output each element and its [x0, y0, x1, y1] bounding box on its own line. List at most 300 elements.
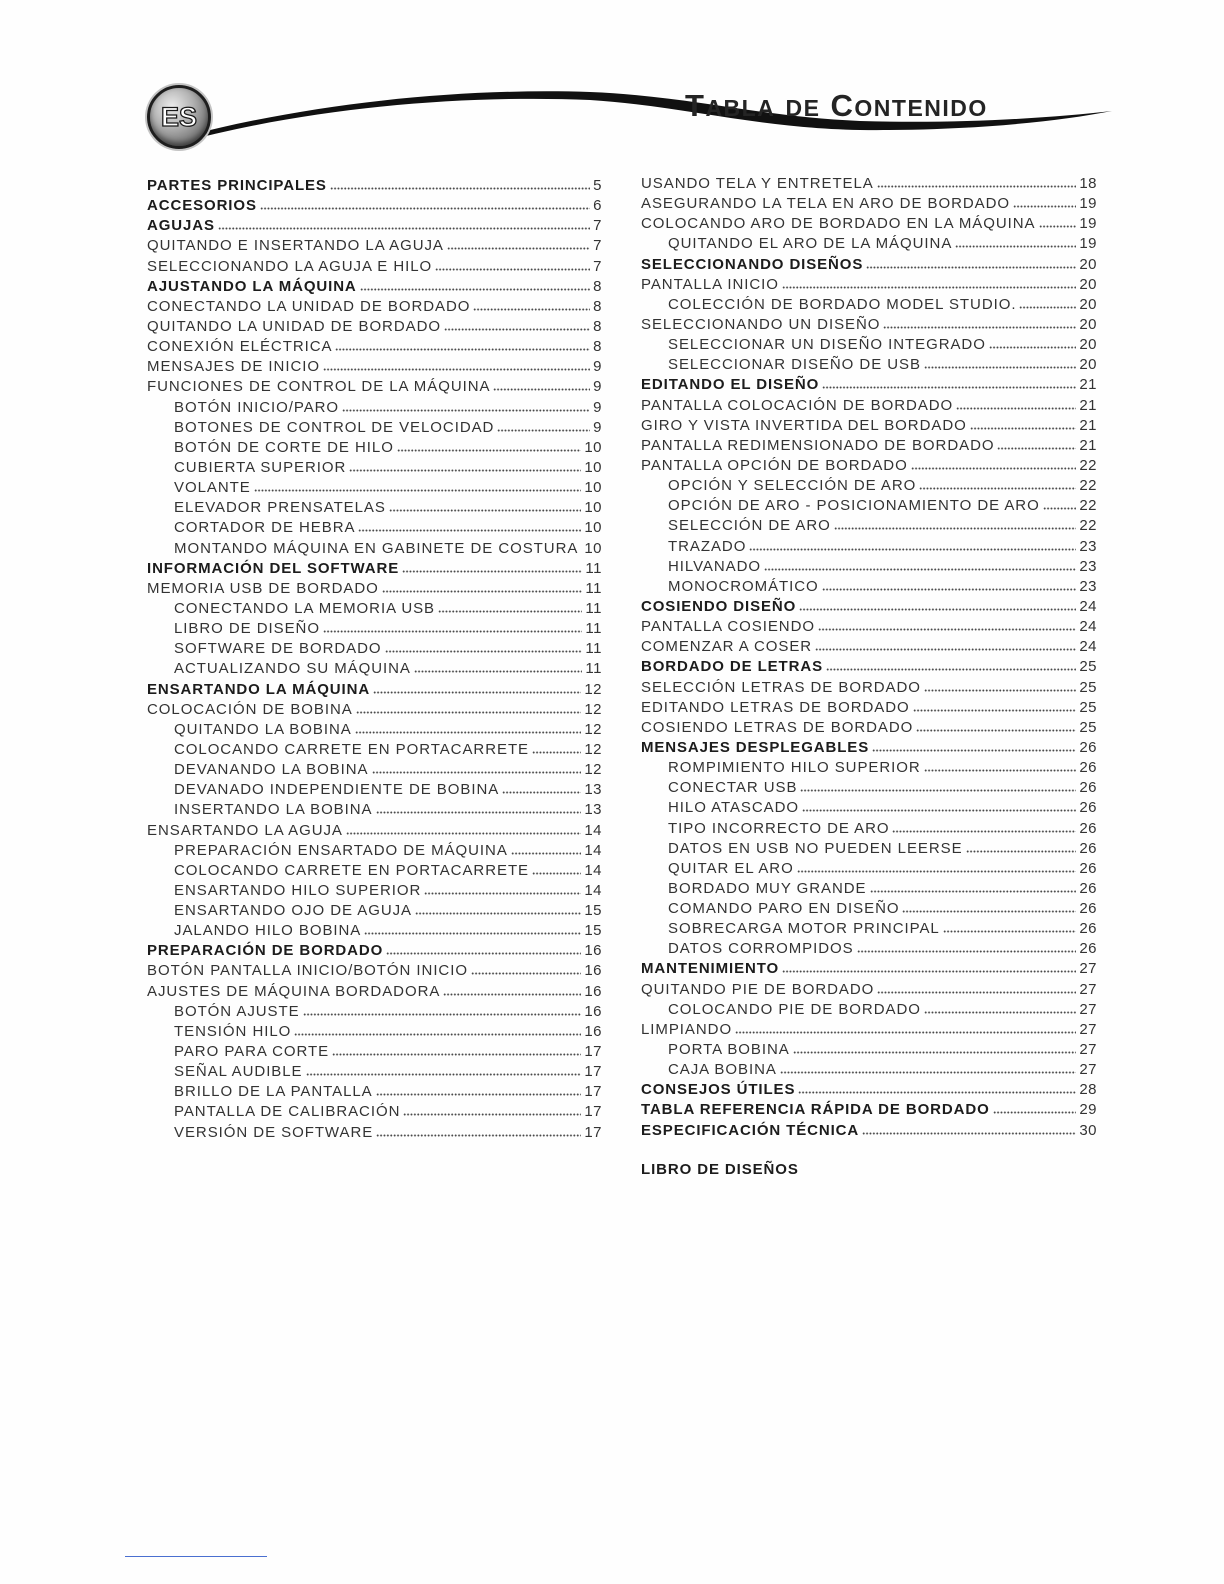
language-code: ES	[160, 102, 198, 132]
dot-leader	[424, 892, 581, 895]
toc-subentry	[641, 798, 1097, 818]
toc-entry-page: 8	[593, 277, 602, 295]
dot-leader	[376, 811, 582, 814]
toc-entry	[147, 982, 602, 1002]
dot-leader	[493, 388, 590, 391]
toc-entry	[641, 1020, 1097, 1040]
toc-subentry	[641, 839, 1097, 859]
toc-entry-title: AGUJAS	[147, 217, 215, 235]
toc-entry-page: 8	[593, 338, 602, 356]
dot-leader	[802, 809, 1076, 812]
toc-entry-page: 26	[1079, 859, 1097, 877]
dot-leader	[254, 489, 582, 492]
toc-entry	[641, 980, 1097, 1000]
dot-leader	[924, 1011, 1076, 1014]
toc-subentry	[147, 740, 602, 760]
dot-leader	[502, 791, 581, 794]
toc-subentry	[641, 778, 1097, 798]
toc-entry	[641, 315, 1097, 335]
toc-subentry	[147, 1082, 602, 1102]
toc-subentry	[147, 901, 602, 921]
toc-entry-title: PANTALLA DE CALIBRACIÓN	[174, 1103, 401, 1121]
toc-section-entry	[641, 255, 1097, 275]
toc-section-entry	[641, 959, 1097, 979]
toc-entry-page: 10	[584, 479, 602, 497]
toc-entry	[147, 257, 602, 277]
dot-leader	[403, 1113, 581, 1116]
toc-subentry	[641, 557, 1097, 577]
dot-leader	[386, 952, 581, 955]
toc-entry-page: 27	[1079, 1020, 1097, 1038]
toc-subentry	[147, 921, 602, 941]
dot-leader	[862, 1132, 1076, 1135]
toc-subentry	[147, 861, 602, 881]
dot-leader	[306, 1073, 582, 1076]
dot-leader	[389, 509, 581, 512]
dot-leader	[376, 1093, 582, 1096]
toc-entry-page: 19	[1079, 235, 1097, 253]
toc-entry-title: ENSARTANDO OJO DE AGUJA	[174, 902, 413, 920]
toc-entry-title: TIPO INCORRECTO DE ARO	[668, 819, 890, 837]
toc-entry-page: 20	[1079, 315, 1097, 333]
toc-entry-title: QUITANDO LA BOBINA	[174, 720, 352, 738]
toc-entry-title: ACTUALIZANDO SU MÁQUINA	[174, 660, 411, 678]
title-rest: DE	[785, 95, 821, 121]
toc-entry-title: COLOCANDO CARRETE EN PORTACARRETE	[174, 740, 530, 758]
dot-leader	[435, 268, 590, 271]
toc-entry-page: 12	[584, 700, 602, 718]
toc-subentry	[147, 539, 602, 559]
toc-entry-page: 27	[1079, 960, 1097, 978]
toc-subentry	[147, 438, 602, 458]
toc-subentry	[147, 1123, 602, 1143]
toc-subentry	[641, 758, 1097, 778]
toc-entry-title: ENSARTANDO HILO SUPERIOR	[174, 881, 422, 899]
toc-entry-page: 23	[1079, 557, 1097, 575]
toc-entry-page: 26	[1079, 779, 1097, 797]
toc-column-left	[147, 176, 602, 1143]
toc-entry-page: 23	[1079, 537, 1097, 555]
toc-entry-page: 21	[1079, 416, 1097, 434]
toc-subentry	[641, 295, 1097, 315]
toc-entry-page: 22	[1079, 517, 1097, 535]
toc-entry-title: COMENZAR A COSER	[641, 638, 813, 656]
toc-subentry	[641, 234, 1097, 254]
dot-leader	[966, 850, 1077, 853]
dot-leader	[857, 950, 1077, 953]
toc-entry-page: 12	[584, 680, 602, 698]
toc-entry-title: BOTÓN PANTALLA INICIO/BOTÓN INICIO	[147, 962, 468, 980]
toc-entry-page: 14	[584, 841, 602, 859]
toc-entry-page: 9	[593, 398, 602, 416]
dot-leader	[924, 769, 1077, 772]
toc-subentry	[641, 355, 1097, 375]
dot-leader	[376, 1134, 581, 1137]
dot-leader	[913, 709, 1077, 712]
dot-leader	[822, 386, 1076, 389]
dot-leader	[870, 890, 1077, 893]
dot-leader	[911, 467, 1077, 470]
toc-entry-title: CONECTAR USB	[668, 779, 798, 797]
toc-entry-page: 21	[1079, 396, 1097, 414]
toc-entry-page: 6	[593, 197, 602, 215]
toc-entry-title: PANTALLA COLOCACIÓN DE BORDADO	[641, 396, 954, 414]
dot-leader	[815, 648, 1076, 651]
dot-leader	[372, 771, 582, 774]
dot-leader	[373, 691, 581, 694]
toc-subentry	[147, 1102, 602, 1122]
toc-subentry	[641, 1000, 1097, 1020]
toc-entry-title: MONTANDO MÁQUINA EN GABINETE DE COSTURA	[174, 539, 579, 557]
toc-entry-page: 22	[1079, 477, 1097, 495]
toc-entry-page: 8	[593, 297, 602, 315]
toc-entry-title: SELECCIONAR DISEÑO DE USB	[668, 356, 921, 374]
dot-leader	[397, 449, 581, 452]
toc-entry-page: 27	[1079, 1000, 1097, 1018]
toc-entry-page: 11	[585, 660, 602, 678]
dot-leader	[497, 429, 590, 432]
toc-entry-title: MEMORIA USB DE BORDADO	[147, 579, 379, 597]
toc-entry-page: 26	[1079, 940, 1097, 958]
toc-subentry	[147, 760, 602, 780]
dot-leader	[356, 711, 582, 714]
toc-subentry	[147, 881, 602, 901]
toc-entry	[641, 718, 1097, 738]
toc-entry-page: 22	[1079, 497, 1097, 515]
title-rest: ABLA	[705, 95, 776, 121]
dot-leader	[764, 568, 1076, 571]
toc-entry-title: AJUSTES DE MÁQUINA BORDADORA	[147, 982, 441, 1000]
toc-entry-page: 7	[593, 257, 602, 275]
toc-entry-page: 15	[584, 922, 602, 940]
toc-entry-title: PARTES PRINCIPALES	[147, 177, 327, 194]
toc-entry-title: ESPECIFICACIÓN TÉCNICA	[641, 1121, 860, 1139]
toc-subentry	[147, 498, 602, 518]
toc-entry-title: BOTÓN AJUSTE	[174, 1002, 300, 1020]
toc-entry-title: DEVANADO INDEPENDIENTE DE BOBINA	[174, 781, 500, 799]
toc-entry	[147, 317, 602, 337]
toc-entry-title: BOTÓN INICIO/PARO	[174, 398, 340, 416]
toc-entry-title: SOFTWARE DE BORDADO	[174, 640, 382, 658]
toc-entry-page: 18	[1079, 175, 1097, 192]
dot-leader	[943, 930, 1077, 933]
dot-leader	[323, 630, 582, 633]
toc-entry-page: 17	[584, 1043, 602, 1061]
toc-entry-title: USANDO TELA Y ENTRETELA	[641, 175, 874, 192]
toc-entry-title: MENSAJES DESPLEGABLES	[641, 738, 870, 756]
toc-entry-page: 20	[1079, 356, 1097, 374]
dot-leader	[955, 245, 1076, 248]
toc-entry-page: 11	[585, 640, 602, 658]
toc-entry-title: TRAZADO	[668, 537, 747, 555]
toc-subentry	[147, 1042, 602, 1062]
toc-entry-title: AJUSTANDO LA MÁQUINA	[147, 277, 357, 295]
toc-entry-title: QUITANDO PIE DE BORDADO	[641, 980, 875, 998]
toc-subentry	[147, 599, 602, 619]
dot-leader	[360, 288, 590, 291]
toc-entry	[641, 436, 1097, 456]
toc-section-entry	[641, 738, 1097, 758]
dot-leader	[956, 407, 1076, 410]
link-underline	[125, 1556, 267, 1557]
toc-entry-page: 21	[1079, 376, 1097, 394]
toc-entry-page: 7	[593, 217, 602, 235]
toc-entry-page: 9	[593, 418, 602, 436]
toc-entry-page: 24	[1079, 597, 1097, 615]
dot-leader	[358, 529, 581, 532]
toc-entry-page: 11	[585, 620, 602, 638]
dot-leader	[735, 1031, 1076, 1034]
toc-subentry	[147, 1002, 602, 1022]
toc-subentry	[641, 577, 1097, 597]
toc-entry-page: 30	[1079, 1121, 1097, 1139]
dot-leader	[797, 870, 1077, 873]
dot-leader	[473, 308, 590, 311]
toc-entry-page: 27	[1079, 1041, 1097, 1059]
toc-entry-title: LIBRO DE DISEÑO	[174, 620, 320, 638]
toc-entry-title: SELECCIONANDO UN DISEÑO	[641, 315, 881, 333]
toc-entry-title: MANTENIMIENTO	[641, 960, 780, 978]
dot-leader	[916, 729, 1076, 732]
toc-entry-page: 11	[585, 559, 602, 577]
toc-entry-title: PREPARACIÓN ENSARTADO DE MÁQUINA	[174, 841, 508, 859]
toc-entry-title: SELECCIÓN DE ARO	[668, 517, 831, 535]
toc-subentry	[147, 639, 602, 659]
toc-entry-title: QUITANDO LA UNIDAD DE BORDADO	[147, 317, 441, 335]
toc-entry-title: CUBIERTA SUPERIOR	[174, 458, 347, 476]
toc-entry-title: PANTALLA OPCIÓN DE BORDADO	[641, 456, 908, 474]
dot-leader	[866, 266, 1076, 269]
toc-entry-title: BRILLO DE LA PANTALLA	[174, 1083, 373, 1101]
title-rest: ONTENIDO	[854, 95, 988, 121]
toc-entry-page: 16	[584, 982, 602, 1000]
toc-entry	[641, 637, 1097, 657]
toc-entry-page: 25	[1079, 698, 1097, 716]
toc-entry-title: TENSIÓN HILO	[174, 1022, 292, 1040]
dot-leader	[349, 469, 581, 472]
toc-subentry	[147, 398, 602, 418]
dot-leader	[330, 187, 590, 190]
dot-leader	[826, 668, 1076, 671]
toc-entry-page: 7	[593, 237, 602, 255]
dot-leader	[346, 832, 581, 835]
toc-entry-title: PANTALLA REDIMENSIONADO DE BORDADO	[641, 436, 995, 454]
toc-subentry	[147, 800, 602, 820]
toc-entry-page: 10	[584, 458, 602, 476]
dot-leader	[877, 185, 1077, 188]
toc-entry-page: 23	[1079, 577, 1097, 595]
toc-entry-title: GIRO Y VISTA INVERTIDA DEL BORDADO	[641, 416, 967, 434]
toc-entry-title: ACCESORIOS	[147, 197, 257, 215]
toc-entry-title: TABLA REFERENCIA RÁPIDA DE BORDADO	[641, 1101, 990, 1119]
toc-section-entry	[641, 1121, 1097, 1141]
toc-entry-title: DEVANANDO LA BOBINA	[174, 761, 369, 779]
dot-leader	[532, 872, 581, 875]
toc-entry-title: COLOCANDO CARRETE EN PORTACARRETE	[174, 861, 530, 879]
toc-entry-page: 26	[1079, 900, 1097, 918]
toc-entry	[147, 579, 602, 599]
toc-entry	[147, 821, 602, 841]
toc-entry-title: COMANDO PARO EN DISEÑO	[668, 900, 900, 918]
toc-entry-title: QUITANDO EL ARO DE LA MÁQUINA	[668, 235, 953, 253]
toc-subentry	[147, 1062, 602, 1082]
toc-entry-title: ROMPIMIENTO HILO SUPERIOR	[668, 759, 921, 777]
toc-subentry	[147, 518, 602, 538]
toc-subentry	[147, 478, 602, 498]
dot-leader	[385, 650, 583, 653]
dot-leader	[364, 932, 581, 935]
dot-leader	[444, 328, 590, 331]
dot-leader	[877, 991, 1076, 994]
dot-leader	[924, 689, 1076, 692]
toc-entry-title: PORTA BOBINA	[668, 1041, 790, 1059]
toc-entry-page: 20	[1079, 336, 1097, 354]
toc-entry	[147, 337, 602, 357]
dot-leader	[872, 749, 1076, 752]
toc-entry-page: 10	[584, 499, 602, 517]
toc-subentry	[641, 819, 1097, 839]
toc-entry-title: EDITANDO LETRAS DE BORDADO	[641, 698, 910, 716]
toc-entry-page: 29	[1079, 1101, 1097, 1119]
toc-entry-title: VOLANTE	[174, 479, 251, 497]
toc-section-entry	[147, 277, 602, 297]
toc-entry-title: SOBRECARGA MOTOR PRINCIPAL	[668, 920, 940, 938]
dot-leader	[260, 207, 590, 210]
dot-leader	[342, 409, 590, 412]
toc-entry-page: 13	[584, 801, 602, 819]
toc-subentry	[147, 780, 602, 800]
toc-entry-title: PREPARACIÓN DE BORDADO	[147, 942, 384, 960]
dot-leader	[443, 993, 581, 996]
toc-entry-page: 17	[584, 1123, 602, 1141]
toc-entry-title: BORDADO MUY GRANDE	[668, 879, 867, 897]
toc-entry-title: CAJA BOBINA	[668, 1061, 777, 1079]
toc-subentry	[641, 476, 1097, 496]
toc-section-entry	[147, 196, 602, 216]
toc-section-entry	[641, 375, 1097, 395]
toc-entry-title: QUITAR EL ARO	[668, 859, 794, 877]
dot-leader	[782, 970, 1076, 973]
toc-entry-title: ASEGURANDO LA TELA EN ARO DE BORDADO	[641, 195, 1011, 213]
toc-entry-title: COLOCANDO PIE DE BORDADO	[668, 1000, 921, 1018]
toc-entry	[147, 236, 602, 256]
toc-entry-page: 10	[584, 519, 602, 537]
dot-leader	[780, 1071, 1076, 1074]
toc-entry-title: CONSEJOS ÚTILES	[641, 1081, 796, 1099]
toc-entry-design-book: LIBRO DE DISEÑOS	[641, 1161, 799, 1178]
toc-entry-title: SELECCIONANDO DISEÑOS	[641, 255, 864, 273]
toc-entry-page: 12	[584, 720, 602, 738]
title-initial: T	[685, 88, 706, 123]
toc-entry-page: 9	[593, 358, 602, 376]
toc-entry-page: 13	[584, 781, 602, 799]
toc-entry-page: 14	[584, 861, 602, 879]
dot-leader	[294, 1033, 581, 1036]
toc-section-entry	[147, 216, 602, 236]
toc-entry-page: 16	[584, 1002, 602, 1020]
toc-entry-page: 16	[584, 962, 602, 980]
toc-subentry	[641, 919, 1097, 939]
toc-entry-title: FUNCIONES DE CONTROL DE LA MÁQUINA	[147, 378, 491, 396]
dot-leader	[332, 1053, 581, 1056]
toc-entry	[147, 377, 602, 397]
toc-entry-title: PARO PARA CORTE	[174, 1043, 330, 1061]
toc-entry-title: MENSAJES DE INICIO	[147, 358, 320, 376]
toc-entry-page: 21	[1079, 436, 1097, 454]
toc-entry-page: 16	[584, 942, 602, 960]
page-title	[685, 90, 988, 124]
dot-leader	[438, 610, 582, 613]
toc-entry-title: CONECTANDO LA UNIDAD DE BORDADO	[147, 297, 471, 315]
toc-entry-title: CONECTANDO LA MEMORIA USB	[174, 599, 436, 617]
dot-leader	[335, 348, 590, 351]
toc-subentry	[641, 939, 1097, 959]
dot-leader	[883, 326, 1076, 329]
toc-entry-page: 25	[1079, 678, 1097, 696]
dot-leader	[892, 830, 1076, 833]
toc-entry-page: 17	[584, 1063, 602, 1081]
dot-leader	[218, 227, 590, 230]
toc-entry-page: 20	[1079, 275, 1097, 293]
toc-entry	[641, 214, 1097, 234]
toc-entry-title: ENSARTANDO LA MÁQUINA	[147, 680, 371, 698]
toc-entry-page: 22	[1079, 456, 1097, 474]
dot-leader	[919, 487, 1076, 490]
toc-entry-title: CORTADOR DE HEBRA	[174, 519, 356, 537]
dot-leader	[414, 670, 583, 673]
toc-subentry	[147, 458, 602, 478]
dot-leader	[402, 570, 582, 573]
toc-entry-page: 25	[1079, 658, 1097, 676]
toc-entry-title: OPCIÓN DE ARO - POSICIONAMIENTO DE ARO	[668, 497, 1040, 515]
toc-entry-title: COLOCANDO ARO DE BORDADO EN LA MÁQUINA	[641, 215, 1036, 233]
toc-subentry	[641, 516, 1097, 536]
toc-entry	[641, 678, 1097, 698]
dot-leader	[447, 247, 590, 250]
dot-leader	[989, 346, 1076, 349]
toc-entry-title: INFORMACIÓN DEL SOFTWARE	[147, 559, 400, 577]
toc-entry-page: 11	[585, 599, 602, 617]
dot-leader	[818, 628, 1076, 631]
toc-entry-title: HILVANADO	[668, 557, 762, 575]
toc-entry-page: 25	[1079, 718, 1097, 736]
toc-subentry	[641, 879, 1097, 899]
toc-subentry	[147, 841, 602, 861]
toc-entry	[147, 297, 602, 317]
dot-leader	[355, 731, 582, 734]
toc-entry	[641, 456, 1097, 476]
toc-section-entry	[641, 1100, 1097, 1120]
toc-section-entry	[641, 657, 1097, 677]
toc-entry-title: HILO ATASCADO	[668, 799, 799, 817]
toc-subentry	[641, 859, 1097, 879]
toc-entry	[147, 961, 602, 981]
toc-entry	[641, 174, 1097, 194]
toc-entry-page: 24	[1079, 618, 1097, 636]
toc-entry-title: BOTONES DE CONTROL DE VELOCIDAD	[174, 418, 495, 436]
toc-entry-title: VERSIÓN DE SOFTWARE	[174, 1123, 374, 1141]
dot-leader	[532, 751, 581, 754]
toc-entry	[641, 275, 1097, 295]
toc-entry-page: 26	[1079, 839, 1097, 857]
toc-entry-title: MONOCROMÁTICO	[668, 577, 819, 595]
dot-leader	[834, 527, 1077, 530]
toc-entry-title: COSIENDO DISEÑO	[641, 597, 797, 615]
title-initial: C	[830, 88, 855, 123]
dot-leader	[782, 286, 1076, 289]
toc-entry-page: 17	[584, 1103, 602, 1121]
toc-entry-title: QUITANDO E INSERTANDO LA AGUJA	[147, 237, 444, 255]
